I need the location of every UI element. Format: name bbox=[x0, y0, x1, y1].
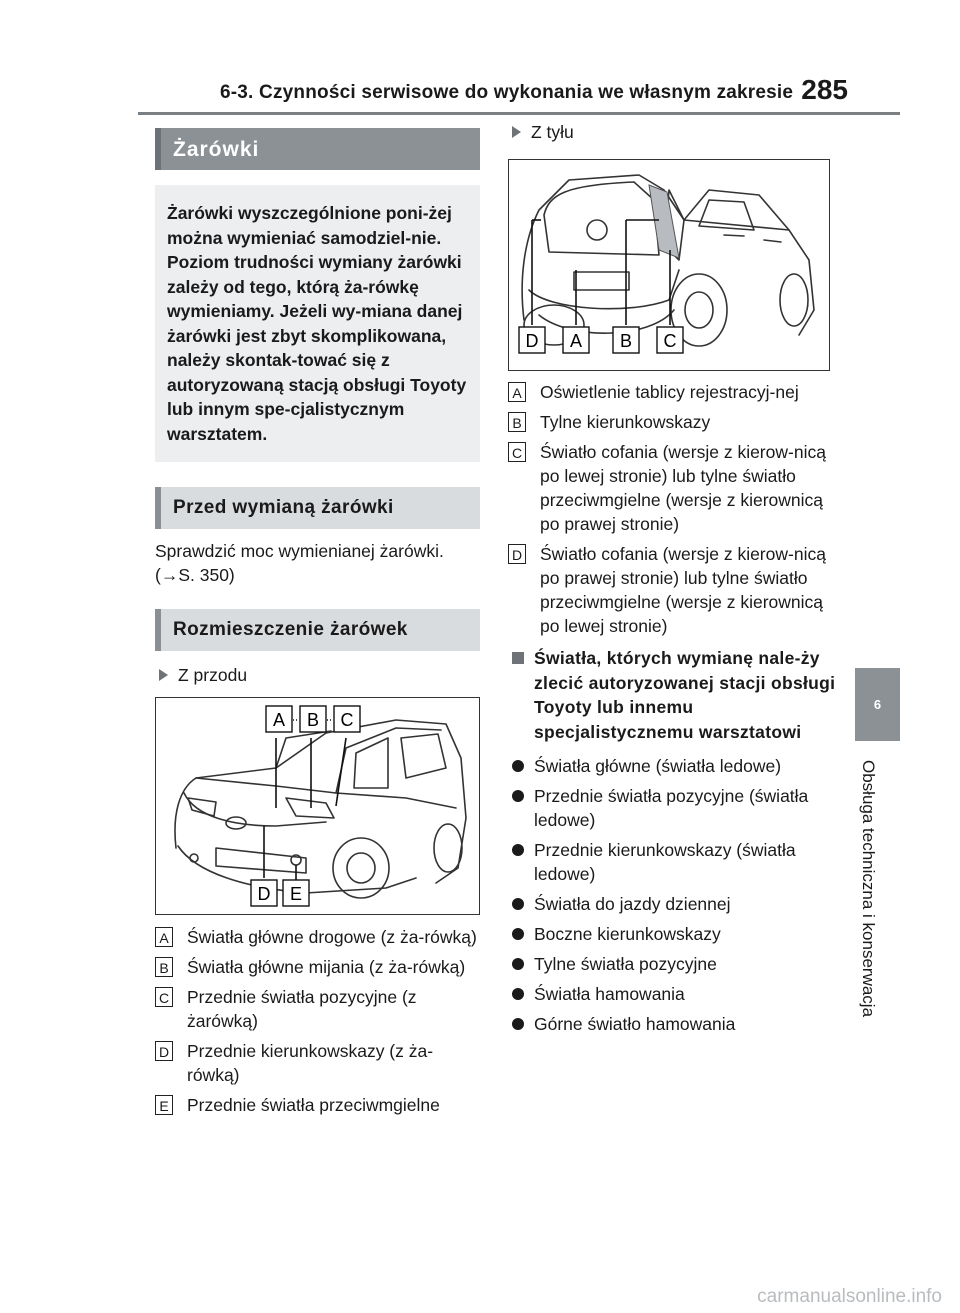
chapter-tab: 6 bbox=[855, 668, 900, 741]
list-item: Tylne światła pozycyjne bbox=[508, 952, 838, 976]
rear-car-drawing bbox=[509, 160, 828, 369]
bullet-dot-icon bbox=[512, 790, 524, 802]
label-key: D bbox=[508, 544, 526, 564]
list-item bbox=[508, 542, 838, 638]
chapter-title: Obsługa techniczna i konserwacja bbox=[859, 760, 878, 1018]
page-number: 285 bbox=[801, 74, 848, 105]
rear-label bbox=[508, 120, 838, 144]
list-item: Światła do jazdy dziennej bbox=[508, 892, 838, 916]
label-key: D bbox=[155, 1041, 173, 1061]
front-car-figure bbox=[155, 697, 480, 915]
front-label bbox=[155, 663, 480, 687]
label-text: Światła główne drogowe (z ża-rówką) bbox=[187, 927, 477, 947]
list-item: Przednie kierunkowskazy (światła ledowe) bbox=[508, 838, 838, 886]
rear-label-text: Z tyłu bbox=[531, 122, 574, 142]
list-item: Światła hamowania bbox=[508, 982, 838, 1006]
callout-b: B bbox=[306, 710, 320, 730]
list-item bbox=[508, 380, 838, 404]
before-heading: Przed wymianą żarówki bbox=[155, 487, 480, 529]
rear-callout-c: C bbox=[663, 331, 677, 351]
label-text: Tylne kierunkowskazy bbox=[540, 412, 711, 432]
rear-callout-b: B bbox=[619, 331, 633, 351]
label-text: Światła główne mijania (z ża-rówką) bbox=[187, 957, 466, 977]
label-key: C bbox=[155, 987, 173, 1007]
list-item: Światła główne (światła ledowe) bbox=[508, 754, 838, 778]
bullet-dot-icon bbox=[512, 760, 524, 772]
label-text: Przednie światła przeciwmgielne bbox=[187, 1095, 440, 1115]
list-item bbox=[155, 1093, 480, 1117]
bullet-dot-icon bbox=[512, 988, 524, 1000]
square-bullet-icon bbox=[512, 652, 524, 664]
label-text: Światło cofania (wersje z kierow-nicą po lewej stronie) lub tylne światło przeciwmgielne (wersje z kierownicą po prawej stronie) bbox=[540, 442, 826, 534]
list-item: Górne światło hamowania bbox=[508, 1012, 838, 1036]
label-text: Światło cofania (wersje z kierow-nicą po prawej stronie) lub tylne światło przeciwmgielne (wersje z kierownicą po lewej stronie) bbox=[540, 544, 826, 636]
list-item: Przednie światła pozycyjne (światła ledowe) bbox=[508, 784, 838, 832]
label-text: Przednie światła pozycyjne (z żarówką) bbox=[187, 987, 417, 1031]
label-text: Przednie kierunkowskazy (z ża-rówką) bbox=[187, 1041, 434, 1085]
bullet-dot-icon bbox=[512, 844, 524, 856]
list-item bbox=[155, 925, 480, 949]
label-key: A bbox=[155, 927, 173, 947]
left-column bbox=[155, 128, 480, 1123]
label-text: Oświetlenie tablicy rejestracyj-nej bbox=[540, 382, 799, 402]
rear-bulb-list bbox=[508, 380, 838, 638]
intro-box: Żarówki wyszczególnione poni-żej można wymieniać samodziel-nie. Poziom trudności wymiany żarówki zależy od tego, którą ża-rówkę wymieniamy. Jeżeli wy-miana danej żarówki jest zbyt skomplikowana, należy skontak-tować się z autoryzowaną stacją obsługi Toyoty lub innym spe-cjalistycznym warsztatem. bbox=[155, 185, 480, 462]
label-key: E bbox=[155, 1095, 173, 1115]
right-column bbox=[508, 120, 838, 1042]
callout-c: C bbox=[340, 710, 354, 730]
bullet-dot-icon bbox=[512, 898, 524, 910]
front-bulb-list bbox=[155, 925, 480, 1117]
label-key: B bbox=[155, 957, 173, 977]
bullet-dot-icon bbox=[512, 928, 524, 940]
header-divider bbox=[138, 112, 900, 115]
rear-car-figure bbox=[508, 159, 830, 371]
bullet-dot-icon bbox=[512, 958, 524, 970]
triangle-marker-icon bbox=[159, 669, 168, 681]
list-item bbox=[155, 955, 480, 979]
list-item bbox=[508, 410, 838, 434]
list-item bbox=[155, 1039, 480, 1087]
callout-e: E bbox=[289, 884, 303, 904]
service-bulb-list bbox=[508, 754, 838, 1036]
front-car-drawing bbox=[156, 698, 478, 913]
layout-heading: Rozmieszczenie żarówek bbox=[155, 609, 480, 651]
list-item bbox=[508, 440, 838, 536]
label-key: A bbox=[508, 382, 526, 402]
list-item: Boczne kierunkowskazy bbox=[508, 922, 838, 946]
front-label-text: Z przodu bbox=[178, 665, 248, 685]
list-item bbox=[155, 985, 480, 1033]
bullet-dot-icon bbox=[512, 1018, 524, 1030]
service-heading-text: Światła, których wymianę nale-ży zlecić autoryzowanej stacji obsługi Toyoty lub innemu specjalistycznemu warsztatowi bbox=[534, 648, 836, 742]
before-text: Sprawdzić moc wymienianej żarówki. (→S. 350) bbox=[155, 541, 444, 585]
label-key: B bbox=[508, 412, 526, 432]
service-heading bbox=[508, 646, 838, 744]
callout-d: D bbox=[257, 884, 271, 904]
rear-callout-a: A bbox=[569, 331, 583, 351]
label-key: C bbox=[508, 442, 526, 462]
watermark: carmanualsonline.info bbox=[757, 1286, 942, 1307]
section-title: 6-3. Czynności serwisowe do wykonania we własnym zakresie bbox=[220, 82, 794, 103]
rear-callout-d: D bbox=[525, 331, 539, 351]
bulbs-heading: Żarówki bbox=[155, 128, 480, 170]
triangle-marker-icon bbox=[512, 126, 521, 138]
callout-a: A bbox=[272, 710, 286, 730]
